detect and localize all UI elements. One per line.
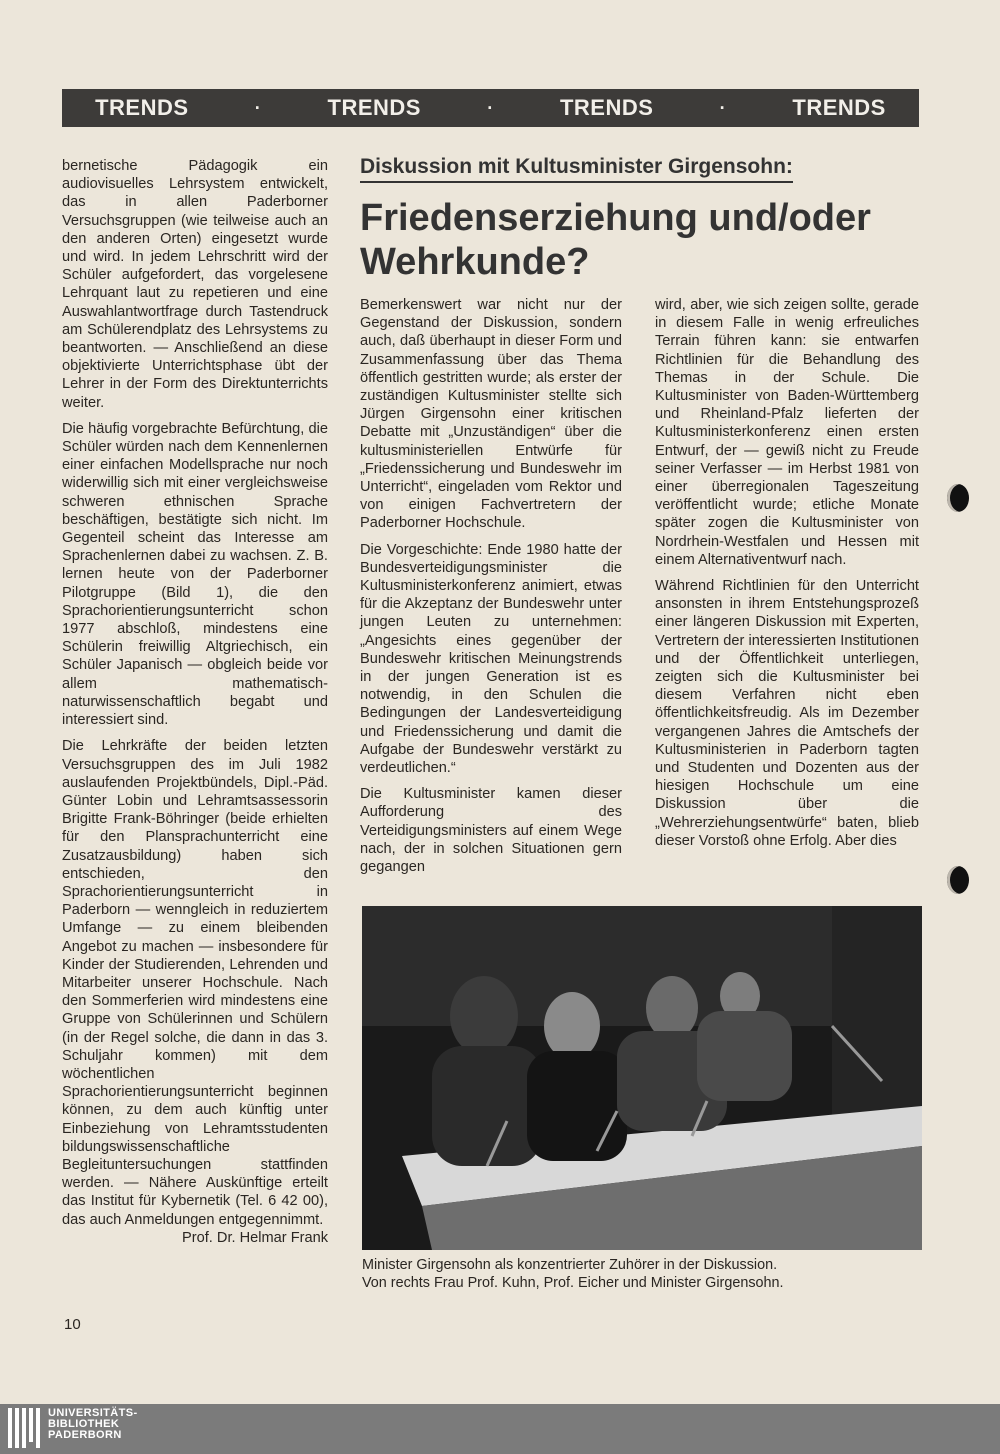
library-logo bbox=[8, 1408, 138, 1448]
library-name-line-2: BIBLIOTHEK bbox=[48, 1418, 120, 1430]
left-column bbox=[62, 157, 328, 1247]
trends-banner bbox=[62, 89, 919, 127]
left-paragraph-2: Die häufig vorgebrachte Befürchtung, die Schüler würden nach dem Kennenlernen einer einfachen Modellsprache nur noch widerwillig sich mit einer vergleichsweise schweren ethnischen Sprache beschäftigen, bestätigte sich nicht. Im Gegenteil scheint das Interesse am Sprachenlernen dabei zu wachsen. Z. B. lernen heute von der Paderborner Pilotgruppe (Bild 1), die den Sprachorientierungsunterricht schon 1977 abschloß, mindestens eine Schülerin freiwillig Altgriechisch, ein Schüler Japanisch — obgleich beide vor allem mathematisch-naturwissenschaftlich begabt und interessiert sind. bbox=[62, 420, 328, 729]
mid-paragraph-1: Bemerkenswert war nicht nur der Gegenstand der Diskussion, sondern auch, daß überhaupt in dieser Form und Zusammenfassung über das Thema öffentlich gestritten wurde; als erster der zuständigen Kultusminister stellte sich Jürgen Girgensohn einer kritischen Debatte mit „Unzuständigen“ über die kultusministeriellen Entwürfe für „Friedenssicherung und Bundeswehr im Unterricht“, eingeladen vom Rektor und von einigen Fachvertretern der Paderborner Hochschule. bbox=[360, 297, 622, 532]
library-name-line-1: UNIVERSITÄTS- bbox=[48, 1407, 138, 1419]
right-column bbox=[655, 296, 919, 858]
punch-hole-top bbox=[947, 484, 969, 512]
library-name-line-3: PADERBORN bbox=[48, 1429, 122, 1441]
banner-separator-3: · bbox=[719, 97, 727, 118]
article-headline: Friedenserziehung und/oder Wehrkunde? bbox=[360, 197, 871, 283]
article-kicker: Diskussion mit Kultusminister Girgensohn: bbox=[360, 155, 793, 183]
banner-separator-2: · bbox=[487, 97, 494, 118]
library-footer bbox=[0, 1404, 1000, 1454]
middle-column bbox=[360, 296, 622, 884]
library-name bbox=[48, 1408, 138, 1441]
library-logo-bars-icon bbox=[8, 1408, 40, 1448]
panel-discussion-photo bbox=[362, 906, 922, 1250]
photo-illustration bbox=[362, 906, 922, 1250]
banner-trends-4: TRENDS bbox=[792, 95, 886, 120]
mid-paragraph-2: Die Vorgeschichte: Ende 1980 hatte der Bundesverteidigungsminister die Kultusministerkonferenz animiert, etwas für die Akzeptanz der Bundeswehr unter jungen Leuten zu unternehmen: „Angesichts eines gegenüber der Bundeswehr kritischen Meinungstrends in der jungen Generation ist es notwendig, in den Schulen die Bedingungen der Landesverteidigung und Friedenssicherung und damit die Aufgabe der Bundeswehr verstärkt zu verdeutlichen.“ bbox=[360, 541, 622, 777]
page-number: 10 bbox=[64, 1316, 81, 1333]
banner-trends-1: TRENDS bbox=[95, 95, 189, 120]
banner-separator-1: · bbox=[254, 97, 262, 118]
caption-line-2: Von rechts Frau Prof. Kuhn, Prof. Eicher und Minister Girgensohn. bbox=[362, 1275, 784, 1291]
left-paragraph-3-text: Die Lehrkräfte der beiden letzten Versuchsgruppen des im Juli 1982 auslaufenden Projektbündels, Dipl.-Päd. Günter Lobin und Lehramtsassessorin Brigitte Frank-Böhringer (beide erhielten für den Plansprachunterricht eine Zusatzausbildung) haben sich entschieden, den Sprachorientierungsunterricht in Paderborn — wenngleich in reduziertem Umfange — zu einem bleibenden Angebot zu machen — insbesondere für Kinder der Studierenden, Lehrenden und Mitarbeiter unserer Hochschule. Nach den Sommerferien wird mindestens eine Gruppe von Schülerinnen und Schülern (in der Regel solche, die dann in das 3. Schuljahr kommen) mit dem wöchentlichen Sprachorientierungsunterricht beginnen können, zu dem auch künftig unter Einbeziehung von Lehramtsstudenten bildungswissenschaftliche Begleituntersuchungen stattfinden werden. — Nähere Auskünftige erteilt das Institut für Kybernetik (Tel. 6 42 00), das auch Anmeldungen entgegennimmt. bbox=[62, 738, 328, 1228]
banner-trends-2: TRENDS bbox=[327, 95, 421, 120]
left-paragraph-3 bbox=[62, 737, 328, 1247]
left-paragraph-1: bernetische Pädagogik ein audiovisuelles Lehrsystem entwickelt, das in allen Paderborner Versuchsgruppen (wie teilweise auch an den anderen Orten) eingesetzt wurde und wird. In jedem Lehrschritt wird der Schüler aufgefordert, das vorgelesene Lehrquant laut zu repetieren und eine Auswahlantwortfrage durch Tastendruck am Schülerendplatz des Lehrsystems zu beantworten. — Anschließend an diese objektivierte Unterrichtsphase übt der Lehrer in der Form des Direktunterrichts weiter. bbox=[62, 158, 328, 411]
caption-line-1: Minister Girgensohn als konzentrierter Zuhörer in der Diskussion. bbox=[362, 1257, 778, 1273]
mid-paragraph-3: Die Kultusminister kamen dieser Aufforderung des Verteidigungsministers auf einem Wege nach, der in solchen Situationen gern gegangen bbox=[360, 786, 622, 876]
right-paragraph-1: wird, aber, wie sich zeigen sollte, gerade in diesem Falle in wenig erfreuliches Terrain führen kann: sie entwarfen Richtlinien für die Behandlung des Themas in der Schule. Die Kultusminister von Baden-Württemberg und Rheinland-Pfalz lieferten der Kultusministerkonferenz einen ersten Entwurf, der — gewiß nicht zu Freude seiner Verfasser — im Herbst 1981 von einer überregionalen Tageszeitung veröffentlicht wurde; etliche Monate später zogen die Kultusminister von Nordrhein-Westfalen und Hessen mit einem Alternativentwurf nach. bbox=[655, 297, 919, 568]
punch-hole-bottom bbox=[947, 866, 969, 894]
author-signature: Prof. Dr. Helmar Frank bbox=[182, 1229, 328, 1246]
photo-caption bbox=[362, 1256, 922, 1292]
right-paragraph-2: Während Richtlinien für den Unterricht ansonsten in ihrem Entstehungsprozeß einer längeren Diskussion mit Experten, Vertretern der interessierten Institutionen und der Öffentlichkeit unterliegen, zeigten sich die Kultusminister bei diesem Verfahren nicht eben öffentlichkeitsfreudig. Als im Dezember vergangenen Jahres die Amtschefs der Kultusministerien in Paderborn tagten und Studenten und Dozenten aus der hiesigen Hochschule um eine Diskussion über die „Wehrerziehungsentwürfe“ baten, blieb dieser Vorstoß ohne Erfolg. Aber dies bbox=[655, 578, 919, 849]
banner-trends-3: TRENDS bbox=[559, 95, 654, 120]
